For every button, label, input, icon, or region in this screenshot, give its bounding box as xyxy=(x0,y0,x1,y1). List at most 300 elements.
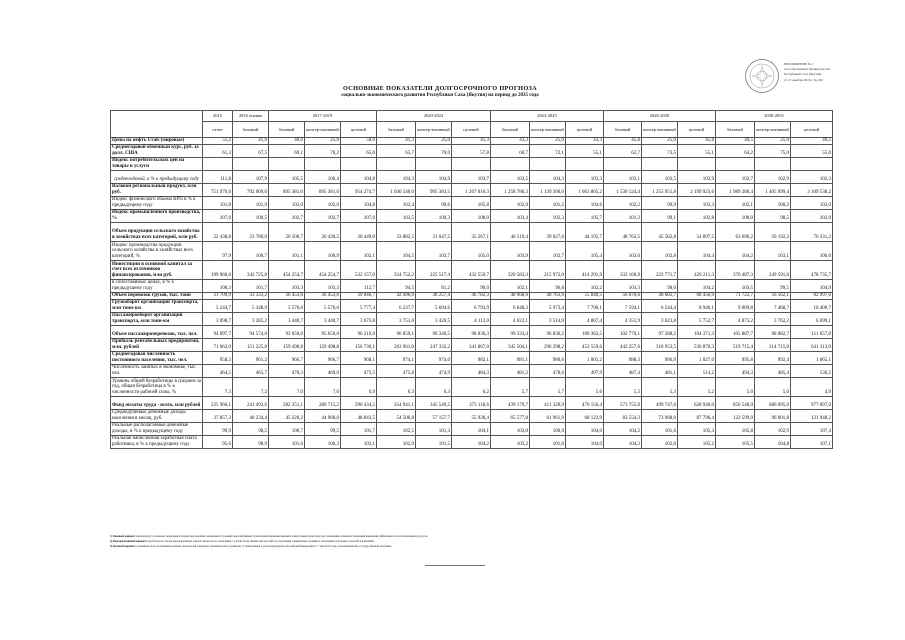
value-cell: 454 254,7 xyxy=(269,261,305,280)
value-cell: 105,4 xyxy=(566,242,604,261)
value-cell: 95 650,0 xyxy=(305,326,341,339)
header-scenario: консер-вативный xyxy=(642,122,678,138)
value-cell: 5,2 xyxy=(678,378,716,397)
value-cell: 199 960,0 xyxy=(203,261,233,280)
value-cell: 7,0 xyxy=(305,378,341,397)
value-cell: 62,7 xyxy=(604,145,642,158)
table-row xyxy=(111,423,833,436)
value-cell: 102,8 xyxy=(678,210,716,223)
value-cell: 5 576,0 xyxy=(305,300,341,313)
value-cell: 470 156,4 xyxy=(566,397,604,410)
value-cell: 320 583,3 xyxy=(491,261,530,280)
value-cell: 332 160,9 xyxy=(604,261,642,280)
value-cell: 1 267 016,3 xyxy=(452,184,491,197)
value-cell: 282 351,1 xyxy=(269,397,305,410)
value-cell: 100,7 xyxy=(233,242,269,261)
value-cell: 102,1 xyxy=(491,280,530,293)
value-cell: 100,9 xyxy=(305,242,341,261)
value-cell: 280 715,2 xyxy=(305,397,341,410)
value-cell: 26 500,7 xyxy=(269,223,305,242)
value-cell: 55 928,4 xyxy=(452,410,491,423)
indicator-label: Среднедушевые денежные доходы населения в месяц, руб. xyxy=(111,410,203,423)
value-cell: 3 514,9 xyxy=(530,313,566,326)
table-row xyxy=(111,352,833,365)
header-period: 2020-2022 xyxy=(377,111,491,122)
indicator-label: Грузооборот организаций транспорта, млн тонн-км xyxy=(111,300,203,313)
table-row xyxy=(111,223,833,242)
indicator-label: Объем перевозок грузов, тыс. тонн xyxy=(111,293,203,300)
value-cell: 850 548,0 xyxy=(716,397,755,410)
value-cell: 101,3 xyxy=(416,423,452,436)
value-cell: 90,0 xyxy=(452,280,491,293)
value-cell: 104,5 xyxy=(377,242,416,261)
value-cell: 99,9 xyxy=(642,197,678,210)
value-cell: 48 763,5 xyxy=(604,223,642,242)
value-cell: 96 216,0 xyxy=(341,326,377,339)
value-cell: 39 027,6 xyxy=(530,223,566,242)
value-cell: 102,5 xyxy=(377,423,416,436)
value-cell: 966,7 xyxy=(269,352,305,365)
header-scenario: целевой xyxy=(341,122,377,138)
value-cell: 68 456,9 xyxy=(678,293,716,300)
value-cell: 161,7 xyxy=(233,280,269,293)
indicator-label: Инвестиции в основной капитал за счет всех источников финансирования, млн руб. xyxy=(111,261,203,280)
value-cell: 895 381,0 xyxy=(305,184,341,197)
approval-line: к постановлению Правительства xyxy=(784,67,830,72)
value-cell: 3 420,5 xyxy=(416,313,452,326)
value-cell: 988,3 xyxy=(604,352,642,365)
value-cell: 1 989 280,4 xyxy=(716,184,755,197)
value-cell: 5 973,4 xyxy=(530,300,566,313)
value-cell: 3 440,7 xyxy=(305,313,341,326)
value-cell: 43,3 xyxy=(491,138,530,145)
value-cell: 25,0 xyxy=(755,138,791,145)
value-cell: 4 873,2 xyxy=(716,313,755,326)
value-cell: 100,3 xyxy=(416,210,452,223)
value-cell xyxy=(377,158,416,171)
value-cell: 102,7 xyxy=(716,171,755,184)
value-cell: 974,0 xyxy=(416,352,452,365)
approval-note xyxy=(784,62,894,83)
value-cell: 96 836,2 xyxy=(530,326,566,339)
value-cell: 6 699,1 xyxy=(791,313,833,326)
value-cell: 101,0 xyxy=(530,436,566,449)
value-cell: 429 211,3 xyxy=(678,261,716,280)
value-cell: 61,3 xyxy=(203,145,233,158)
header-scenario: консер-вативный xyxy=(755,122,791,138)
header-scenario: базовый xyxy=(377,122,416,138)
value-cell: 341 867,0 xyxy=(452,339,491,352)
value-cell: 101,9 xyxy=(233,197,269,210)
value-cell: 96 001,8 xyxy=(755,410,791,423)
value-cell: 56 192,2 xyxy=(755,223,791,242)
footnote-text: разработан на основе консервативных оценок темпов роста экономики с учетом более низких цен на нефть и сохранения санкционного режима в отношении отдельных отраслей и компаний. xyxy=(145,540,375,543)
value-cell: 95,6 xyxy=(203,436,233,449)
value-cell: 102,9 xyxy=(678,171,716,184)
value-cell: 6 793,9 xyxy=(452,300,491,313)
value-cell xyxy=(491,158,530,171)
value-cell: 5 576,0 xyxy=(269,300,305,313)
value-cell: 104,8 xyxy=(755,436,791,449)
value-cell: 1 530 124,4 xyxy=(604,184,642,197)
value-cell: 94,5 xyxy=(377,280,416,293)
value-cell: 100 363,5 xyxy=(566,326,604,339)
header-scenario: базовый xyxy=(269,122,305,138)
value-cell: 514,2 xyxy=(678,365,716,378)
value-cell: 98 036,3 xyxy=(452,326,491,339)
value-cell: 105 887,7 xyxy=(716,326,755,339)
value-cell: 65 577,8 xyxy=(491,410,530,423)
value-cell: 105,5 xyxy=(716,436,755,449)
indicator-label: Цены на нефть Urals (мировые) xyxy=(111,138,203,145)
value-cell xyxy=(269,158,305,171)
value-cell: 497,9 xyxy=(566,365,604,378)
value-cell: 263 961,0 xyxy=(377,339,416,352)
table-row xyxy=(111,397,833,410)
value-cell: 5,0 xyxy=(755,378,791,397)
value-cell: 105,2 xyxy=(678,436,716,449)
value-cell: 961,2 xyxy=(233,352,269,365)
value-cell: 46 782,3 xyxy=(452,293,491,300)
value-cell: 981,1 xyxy=(491,352,530,365)
value-cell: 478,6 xyxy=(530,365,566,378)
value-cell: 102,0 xyxy=(269,197,305,210)
value-cell: 99,1 xyxy=(642,210,678,223)
value-cell: 103,3 xyxy=(604,280,642,293)
value-cell: 76 331,2 xyxy=(791,223,833,242)
indicator-label: Среднегодовая численность постоянного населения, тыс. чел. xyxy=(111,352,203,365)
value-cell: 470,3 xyxy=(269,365,305,378)
value-cell: 102,8 xyxy=(642,242,678,261)
value-cell: 93 650,0 xyxy=(269,326,305,339)
footnote-title: 1) Базовый вариант xyxy=(110,535,136,538)
value-cell: 100,3 xyxy=(203,280,233,293)
value-cell: 101,2 xyxy=(530,197,566,210)
value-cell: 373 118,6 xyxy=(452,397,491,410)
value-cell: 995 383,5 xyxy=(416,184,452,197)
value-cell: 519 715,4 xyxy=(716,339,755,352)
value-cell: 104,3 xyxy=(604,436,642,449)
value-cell: 345 549,5 xyxy=(416,397,452,410)
value-cell: 57,8 xyxy=(452,145,491,158)
value-cell: 70,0 xyxy=(416,145,452,158)
value-cell: 481,1 xyxy=(642,365,678,378)
header-scenario: базовый xyxy=(233,122,269,138)
value-cell: 102,2 xyxy=(604,197,642,210)
table-body xyxy=(111,138,833,449)
table-row xyxy=(111,300,833,313)
value-cell: 102,7 xyxy=(305,210,341,223)
value-cell: 98,9 xyxy=(233,436,269,449)
value-cell: 56 562,1 xyxy=(755,293,791,300)
value-cell: 151 225,0 xyxy=(233,339,269,352)
value-cell: 100,0 xyxy=(716,210,755,223)
value-cell: 249 591,6 xyxy=(755,261,791,280)
value-cell: 102,1 xyxy=(341,242,377,261)
value-cell: 241 492,6 xyxy=(233,397,269,410)
value-cell: 99 333,4 xyxy=(491,326,530,339)
value-cell xyxy=(416,158,452,171)
value-cell: 50,0 xyxy=(341,138,377,145)
value-cell: 4 022,1 xyxy=(491,313,530,326)
value-cell: 40 763,9 xyxy=(530,293,566,300)
value-cell: 1 255 951,8 xyxy=(642,184,678,197)
value-cell: 465,7 xyxy=(233,365,269,378)
value-cell: 5,7 xyxy=(530,378,566,397)
value-cell: 33 882,5 xyxy=(377,223,416,242)
value-cell: 44 960,0 xyxy=(305,410,341,423)
value-cell: 45,8 xyxy=(604,138,642,145)
value-cell: 102,3 xyxy=(791,171,833,184)
value-cell: 75,0 xyxy=(755,145,791,158)
value-cell: 7 468,7 xyxy=(755,300,791,313)
value-cell: 5,0 xyxy=(716,378,755,397)
value-cell: 25,0 xyxy=(305,138,341,145)
value-cell: 3 673,8 xyxy=(341,313,377,326)
value-cell: 478 735,7 xyxy=(791,261,833,280)
title-subtitle: социально-экономического развития Республики Саха (Якутия) на период до 2035 года xyxy=(341,93,539,98)
value-cell: 6,2 xyxy=(452,378,491,397)
seal-stamp xyxy=(744,58,780,94)
table-row xyxy=(111,313,833,326)
value-cell: 100,9 xyxy=(530,423,566,436)
value-cell: 103,5 xyxy=(642,171,678,184)
value-cell: 23 780,0 xyxy=(233,223,269,242)
page-rule xyxy=(425,565,485,566)
value-cell: 7 594,1 xyxy=(604,300,642,313)
value-cell: 475,8 xyxy=(377,365,416,378)
value-cell: 94 097,7 xyxy=(203,326,233,339)
footnote xyxy=(110,544,822,549)
value-cell: 48 968,0 xyxy=(491,293,530,300)
table-row xyxy=(111,184,833,197)
value-cell: 111 057,0 xyxy=(791,326,833,339)
header-scenario: целевой xyxy=(791,122,833,138)
value-cell: 324 752,2 xyxy=(377,261,416,280)
value-cell: 25,0 xyxy=(530,138,566,145)
table-row xyxy=(111,339,833,352)
indicator-label: Реальные располагаемые денежные доходы, в % к предыдущему году xyxy=(111,423,203,436)
value-cell: 73 968,0 xyxy=(642,410,678,423)
value-cell: 499 747,6 xyxy=(642,397,678,410)
value-cell: 103,5 xyxy=(716,280,755,293)
value-cell: 318 953,5 xyxy=(642,339,678,352)
header-row-periods xyxy=(111,111,833,122)
value-cell: 105,5 xyxy=(269,171,305,184)
value-cell: 473,5 xyxy=(341,365,377,378)
value-cell xyxy=(341,158,377,171)
value-cell xyxy=(203,158,233,171)
table-row xyxy=(111,242,833,261)
value-cell: 3 751,0 xyxy=(377,313,416,326)
value-cell: 986,9 xyxy=(642,352,678,365)
value-cell: 26 430,5 xyxy=(305,223,341,242)
value-cell: 94 574,0 xyxy=(233,326,269,339)
value-cell: 101,8 xyxy=(203,197,233,210)
header-period: 2017-2019 xyxy=(269,111,377,122)
value-cell: 5 777,4 xyxy=(341,300,377,313)
table-row xyxy=(111,280,833,293)
value-cell: 72,1 xyxy=(530,145,566,158)
value-cell: 1 046 540,0 xyxy=(377,184,416,197)
value-cell: 36 453,6 xyxy=(305,293,341,300)
value-cell: 98,0 xyxy=(642,280,678,293)
value-cell: 105,0 xyxy=(452,242,491,261)
value-cell: 100,3 xyxy=(305,436,341,449)
value-cell: 469,0 xyxy=(305,365,341,378)
value-cell: 103,1 xyxy=(755,242,791,261)
value-cell: 532 157,0 xyxy=(341,261,377,280)
value-cell: 4 867,4 xyxy=(566,313,604,326)
value-cell xyxy=(233,158,269,171)
footnote-title: 3) Целевой вариант xyxy=(110,545,135,548)
value-cell: 3 109 538,2 xyxy=(791,184,833,197)
value-cell: 104,0 xyxy=(566,436,604,449)
value-cell: 159 498,8 xyxy=(269,339,305,352)
header-period: 2023-2025 xyxy=(491,111,604,122)
value-cell: 46 682,7 xyxy=(642,293,678,300)
indicator-label: Валовой региональный продукт, млн руб. xyxy=(111,184,203,197)
indicator-label: Реальная начисленная заработная плата работника, в % к предыдущему году xyxy=(111,436,203,449)
approval-line: Республики Саха (Якутия) xyxy=(784,72,822,77)
value-cell: 6 848,3 xyxy=(491,300,530,313)
value-cell: 41,3 xyxy=(452,138,491,145)
value-cell: 45 582,8 xyxy=(642,223,678,242)
value-cell: 8 946,1 xyxy=(678,300,716,313)
value-cell: 48 843,5 xyxy=(341,410,377,423)
value-cell: 974,1 xyxy=(377,352,416,365)
value-cell: 44 195,7 xyxy=(566,223,604,242)
value-cell: 73,5 xyxy=(642,145,678,158)
title-main: ОСНОВНЫЕ ПОКАЗАТЕЛИ ДОЛГОСРОЧНОГО ПРОГНОЗА xyxy=(342,85,538,92)
value-cell: 102,0 xyxy=(791,210,833,223)
header-period: 2016 оценка xyxy=(233,111,269,122)
value-cell: 54 897,5 xyxy=(678,223,716,242)
value-cell: 105,8 xyxy=(716,423,755,436)
value-cell: 104,8 xyxy=(341,197,377,210)
value-cell: 104 371,3 xyxy=(678,326,716,339)
indicator-label: Фонд оплаты труда - всего, млн рублей xyxy=(111,397,203,410)
value-cell xyxy=(452,158,491,171)
value-cell: 6,3 xyxy=(377,378,416,397)
value-cell: 485,4 xyxy=(755,365,791,378)
value-cell: 102,9 xyxy=(491,197,530,210)
value-cell: 37 857,3 xyxy=(203,410,233,423)
value-cell xyxy=(604,158,642,171)
value-cell: 414 291,9 xyxy=(566,261,604,280)
table-row xyxy=(111,326,833,339)
value-cell: 3 285,2 xyxy=(233,313,269,326)
value-cell: 107,4 xyxy=(791,423,833,436)
value-cell: 7 700,1 xyxy=(566,300,604,313)
value-cell: 25,0 xyxy=(416,138,452,145)
value-cell: 159 498,8 xyxy=(305,339,341,352)
value-cell: 101,6 xyxy=(269,436,305,449)
value-cell: 99,9 xyxy=(203,423,233,436)
value-cell: 225 517,4 xyxy=(416,261,452,280)
value-cell: 5,6 xyxy=(566,378,604,397)
value-cell: 494,3 xyxy=(716,365,755,378)
value-cell: 101,3 xyxy=(604,210,642,223)
header-scenario: консер-вативный xyxy=(416,122,452,138)
value-cell: 106,0 xyxy=(791,242,833,261)
header-period: 2015 xyxy=(203,111,233,122)
value-cell: 995,8 xyxy=(716,352,755,365)
value-cell: 105,8 xyxy=(452,197,491,210)
value-cell: 104,1 xyxy=(452,423,491,436)
value-cell: 122 599,0 xyxy=(716,410,755,423)
value-cell: 102,0 xyxy=(642,436,678,449)
value-cell: 3 623,8 xyxy=(642,313,678,326)
value-cell: 103,7 xyxy=(416,242,452,261)
value-cell: 99,6 xyxy=(416,197,452,210)
value-cell: 9 009,8 xyxy=(716,300,755,313)
value-cell: 3 098,7 xyxy=(203,313,233,326)
value-cell: 99,5 xyxy=(305,423,341,436)
value-cell xyxy=(530,158,566,171)
value-cell: 573 755,0 xyxy=(604,397,642,410)
value-cell: 223 771,7 xyxy=(642,261,678,280)
value-cell: 102,9 xyxy=(755,423,791,436)
value-cell: 35 267,1 xyxy=(452,223,491,242)
value-cell: 345 504,1 xyxy=(491,339,530,352)
value-cell: 104,2 xyxy=(452,436,491,449)
footnote-title: 2) Консервативный вариант xyxy=(110,540,146,543)
value-cell: 487,4 xyxy=(604,365,642,378)
table-row xyxy=(111,365,833,378)
value-cell: 104,6 xyxy=(566,197,604,210)
value-cell: 55 840,5 xyxy=(566,293,604,300)
value-cell: 22 438,8 xyxy=(203,223,233,242)
indicator-label: Среднегодовой обменный курс, руб. за долл. США xyxy=(111,145,203,158)
value-cell: 104,2 xyxy=(678,280,716,293)
value-cell: 453 559,6 xyxy=(566,339,604,352)
footnote-text: характеризует основные тенденции и параметры развития экономики в условиях консервативных траекторий изменения внешних и внутренних факторов при сохранении основных тенденций изменения эффективности использования ресурсов. xyxy=(135,535,428,538)
value-cell: 1 001,2 xyxy=(566,352,604,365)
value-cell: 96 859,1 xyxy=(377,326,416,339)
value-cell: 10 400,7 xyxy=(791,300,833,313)
header-scenario: целевой xyxy=(452,122,491,138)
value-cell: 60,7 xyxy=(491,145,530,158)
value-cell: 104,9 xyxy=(791,280,833,293)
value-cell: 103,3 xyxy=(305,280,341,293)
value-cell: 45 220,2 xyxy=(269,410,305,423)
value-cell: 225 966,1 xyxy=(203,397,233,410)
value-cell: 751 976,0 xyxy=(203,184,233,197)
indicator-label: Пассажирооборот организаций транспорта, млн тонн-км xyxy=(111,313,203,326)
value-cell: 103,7 xyxy=(452,171,491,184)
value-cell: 107,9 xyxy=(233,171,269,184)
value-cell: 99,5 xyxy=(755,280,791,293)
value-cell: 3 440,7 xyxy=(269,313,305,326)
value-cell: 40 234,4 xyxy=(233,410,269,423)
value-cell: 98,5 xyxy=(755,210,791,223)
value-cell: 112,7 xyxy=(341,280,377,293)
value-cell: 7,0 xyxy=(269,378,305,397)
value-cell: 103,9 xyxy=(491,242,530,261)
value-cell: 102,9 xyxy=(755,171,791,184)
indicator-label: среднегодовой, в % к предыдущему году xyxy=(111,171,203,184)
value-cell: 104,4 xyxy=(678,242,716,261)
indicator-label: в сопоставимых ценах, в % к предыдущему году xyxy=(111,280,203,293)
value-cell: 98,5 xyxy=(233,423,269,436)
value-cell: 97,9 xyxy=(203,242,233,261)
value-cell: 1 027,0 xyxy=(678,352,716,365)
header-scenario: базовый xyxy=(604,122,642,138)
value-cell: 1 139 300,0 xyxy=(530,184,566,197)
value-cell: 104,9 xyxy=(416,171,452,184)
value-cell: 1 258 780,3 xyxy=(491,184,530,197)
